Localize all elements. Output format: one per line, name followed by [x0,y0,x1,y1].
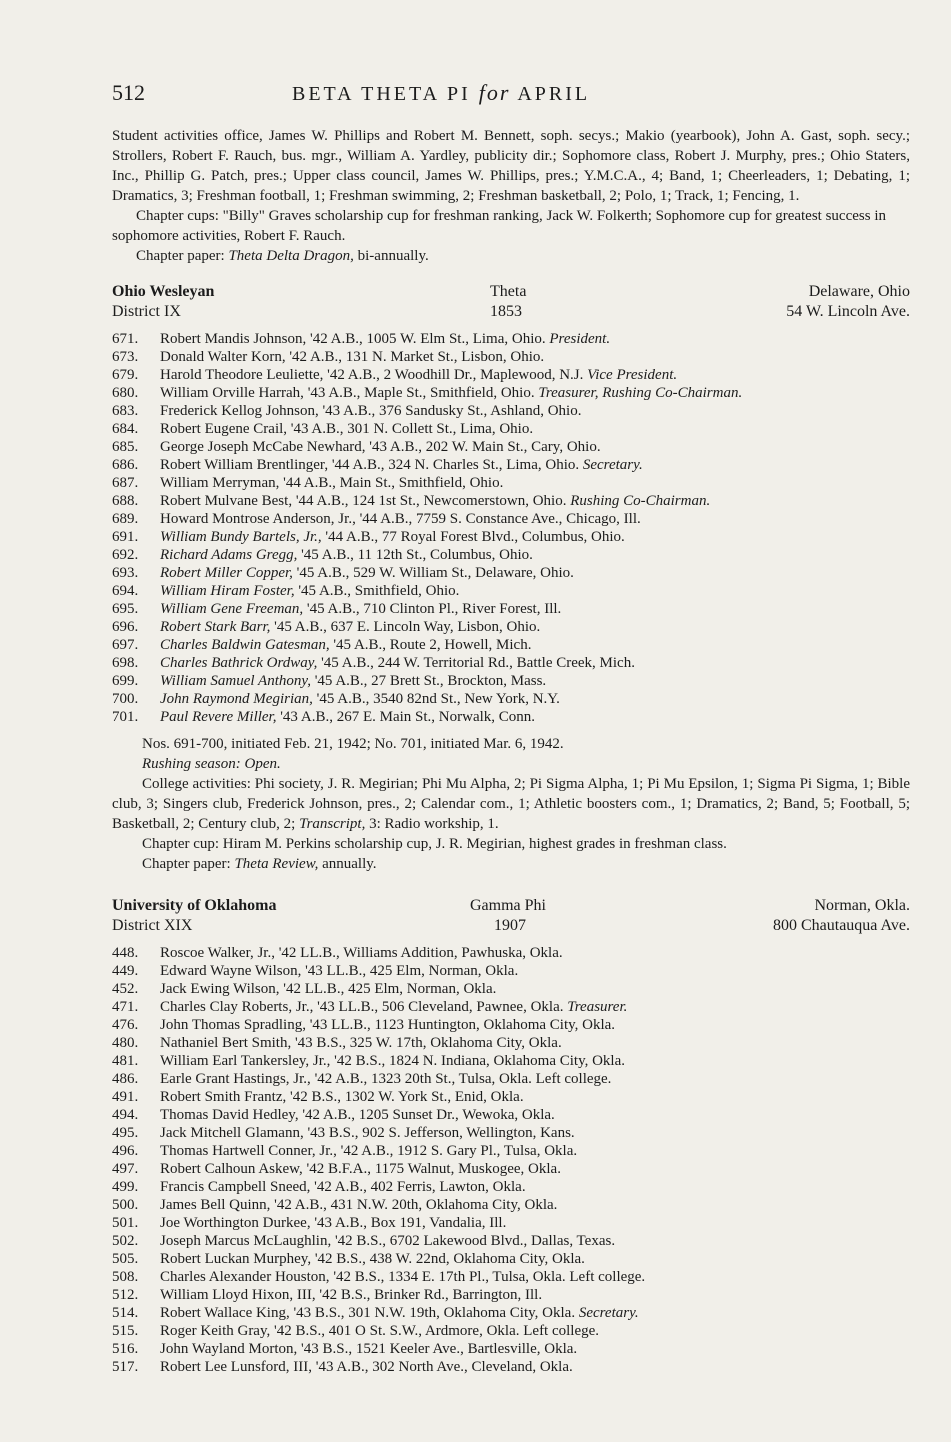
member-number: 687. [112,475,139,491]
member-details: '44 A.B., Main St., Smithfield, Ohio. [279,475,504,491]
member-name: William Merryman, [160,475,280,491]
member-details: '43 A.B., 376 Sandusky St., Ashland, Ohio. [318,403,582,419]
member-row [112,1196,910,1214]
member-details: '43 A.B., Maple St., Smithfield, Ohio. [303,385,539,401]
member-details: '45 A.B., Route 2, Howell, Mich. [329,637,532,653]
member-details: '43 B.S., 902 S. Jefferson, Wellington, Kans. [303,1125,575,1141]
member-row [112,384,910,402]
member-number: 689. [112,511,139,527]
member-number: 500. [112,1197,139,1213]
member-office: Treasurer, Rushing Co-Chairman. [538,385,743,401]
ohio-wesleyan-heading [112,282,910,328]
member-number: 701. [112,709,139,725]
member-name: James Bell Quinn, [160,1197,271,1213]
member-office: Secretary. [578,1305,639,1321]
member-number: 448. [112,945,139,961]
member-office: Treasurer. [567,999,628,1015]
member-number: 501. [112,1215,139,1231]
member-number: 698. [112,655,139,671]
chapter-address: 54 W. Lincoln Ave. [786,303,910,320]
member-details: '43 A.B., 301 N. Collett St., Lima, Ohio. [287,421,534,437]
chapter-address: 800 Chautauqua Ave. [772,917,910,934]
member-name: Robert Eugene Crail, [160,421,288,437]
member-row [112,944,910,962]
member-name: Frederick Kellog Johnson, [160,403,319,419]
member-number: 449. [112,963,139,979]
member-office: Vice President. [587,367,678,383]
oklahoma-heading [112,896,910,942]
member-name: Joseph Marcus McLaughlin, [160,1233,332,1249]
member-name: Charles Alexander Houston, [160,1269,330,1285]
member-row [112,1106,910,1124]
member-number: 693. [112,565,139,581]
member-number: 517. [112,1359,139,1375]
member-details: '45 A.B., 637 E. Lincoln Way, Lisbon, Ohio. [270,619,541,635]
member-row [112,510,910,528]
member-name: Harold Theodore Leuliette, [160,367,324,383]
member-number: 673. [112,349,139,365]
journal-title-for: for [478,80,511,105]
member-number: 512. [112,1287,139,1303]
member-details: '43 A.B., 302 North Ave., Cleveland, Okla. [312,1359,573,1375]
member-row [112,1124,910,1142]
journal-title-pre: BETA THETA PI [292,83,471,105]
member-row [112,330,910,348]
member-name: Nathaniel Bert Smith, [160,1035,292,1051]
member-name: Charles Baldwin Gatesman, [160,637,330,653]
member-row [112,1070,910,1088]
chapter-paper-frequency: annually. [318,856,377,872]
member-name: George Joseph McCabe Newhard, [160,439,366,455]
chapter-paper-paragraph [112,246,910,266]
member-number: 515. [112,1323,139,1339]
member-details: '42 LL.B., 425 Elm, Norman, Okla. [279,981,497,997]
member-details: '42 A.B., 1912 S. Gary Pl., Tulsa, Okla. [336,1143,578,1159]
member-row [112,1232,910,1250]
page-content [112,126,910,1384]
member-row [112,654,910,672]
chapter-paper-name: Theta Delta Dragon, [228,248,354,264]
member-details: '42 A.B., 402 Ferris, Lawton, Okla. [310,1179,526,1195]
member-row [112,420,910,438]
journal-title-post: APRIL [517,83,591,105]
member-details: '45 A.B., 3540 82nd St., New York, N.Y. [312,691,560,707]
chapter-founded-year: 1907 [494,917,526,934]
member-name: Robert William Brentlinger, [160,457,329,473]
member-number: 514. [112,1305,139,1321]
member-number: 683. [112,403,139,419]
member-details: '43 A.B., Box 191, Vandalia, Ill. [310,1215,507,1231]
member-details: '45 A.B., 244 W. Territorial Rd., Battle Creek, Mich. [317,655,635,671]
member-row [112,1340,910,1358]
member-row [112,980,910,998]
member-details: '43 B.S., 325 W. 17th, Oklahoma City, Okla. [291,1035,562,1051]
member-row [112,1214,910,1232]
member-name: Robert Mandis Johnson, [160,331,307,347]
member-details: '42 B.S., Brinker Rd., Barrington, Ill. [315,1287,543,1303]
member-details: '42 B.S., 1302 W. York St., Enid, Okla. [286,1089,524,1105]
member-details: '43 LL.B., 506 Cleveland, Pawnee, Okla. [313,999,568,1015]
chapter-district: District XIX [112,917,193,934]
member-office: Rushing Co-Chairman. [570,493,711,509]
member-number: 516. [112,1341,139,1357]
member-name: Robert Stark Barr, [160,619,271,635]
member-details: '43 A.B., 267 E. Main St., Norwalk, Conn. [276,709,536,725]
member-details: '45 A.B., Smithfield, Ohio. [294,583,460,599]
member-details: '42 A.B., 1323 20th St., Tulsa, Okla. Left college. [310,1071,612,1087]
member-row [112,1358,910,1376]
member-row [112,618,910,636]
member-name: Robert Wallace King, [160,1305,290,1321]
member-number: 671. [112,331,139,347]
page-number: 512 [112,80,145,105]
member-number: 452. [112,981,139,997]
member-details: '45 A.B., 27 Brett St., Brockton, Mass. [310,673,547,689]
member-number: 695. [112,601,139,617]
college-activities-tail: 3: Radio workship, 1. [365,816,499,832]
member-name: Charles Bathrick Ordway, [160,655,318,671]
chapter-city: Norman, Okla. [814,897,910,914]
member-name: William Hiram Foster, [160,583,295,599]
member-row [112,546,910,564]
member-details: '43 LL.B., 1123 Huntington, Oklahoma City, Okla. [305,1017,616,1033]
member-details: '42 B.F.A., 1175 Walnut, Muskogee, Okla. [302,1161,561,1177]
member-number: 486. [112,1071,139,1087]
chapter-district: District IX [112,303,181,320]
journal-title [292,80,590,106]
chapter-paper-name: Theta Review, [234,856,319,872]
member-name: William Bundy Bartels, Jr., [160,529,322,545]
member-row [112,1142,910,1160]
member-number: 496. [112,1143,139,1159]
member-name: William Orville Harrah, [160,385,304,401]
member-number: 502. [112,1233,139,1249]
member-details: '43 A.B., 202 W. Main St., Cary, Ohio. [365,439,601,455]
member-number: 679. [112,367,139,383]
member-name: Edward Wayne Wilson, [160,963,302,979]
member-name: Joe Worthington Durkee, [160,1215,311,1231]
member-details: '43 B.S., 1521 Keeler Ave., Bartlesville, Okla. [297,1341,578,1357]
member-number: 491. [112,1089,139,1105]
member-office: President. [549,331,611,347]
member-row [112,366,910,384]
member-name: William Earl Tankersley, Jr., [160,1053,331,1069]
member-details: '42 A.B., 1205 Sunset Dr., Wewoka, Okla. [298,1107,555,1123]
member-name: William Gene Freeman, [160,601,304,617]
member-number: 680. [112,385,139,401]
member-row [112,402,910,420]
chapter-greek-name: Gamma Phi [470,897,546,914]
member-row [112,998,910,1016]
member-name: Jack Mitchell Glamann, [160,1125,304,1141]
member-number: 694. [112,583,139,599]
member-number: 494. [112,1107,139,1123]
member-name: Robert Smith Frantz, [160,1089,287,1105]
ohio-wesleyan-member-list [112,330,910,726]
member-row [112,1286,910,1304]
member-details: '42 LL.B., Williams Addition, Pawhuska, Okla. [274,945,563,961]
member-details: '43 B.S., 301 N.W. 19th, Oklahoma City, Okla. [289,1305,579,1321]
chapter-paper-label: Chapter paper: [142,856,235,872]
member-row [112,962,910,980]
member-name: Donald Walter Korn, [160,349,286,365]
member-name: Thomas Hartwell Conner, Jr., [160,1143,337,1159]
member-details: '44 A.B., 7759 S. Constance Ave., Chicago, Ill. [355,511,641,527]
member-number: 696. [112,619,139,635]
member-name: Howard Montrose Anderson, Jr., [160,511,356,527]
member-number: 697. [112,637,139,653]
member-number: 508. [112,1269,139,1285]
member-details: '42 A.B., 431 N.W. 20th, Oklahoma City, Okla. [270,1197,558,1213]
rushing-season-note: Rushing season: Open. [142,756,281,772]
college-activities-paragraph [112,774,910,834]
member-row [112,348,910,366]
member-details: '44 A.B., 324 N. Charles St., Lima, Ohio. [328,457,583,473]
member-row [112,456,910,474]
chapter-cup-note: Chapter cup: Hiram M. Perkins scholarship cup, J. R. Megirian, highest grades in freshman class. [142,836,727,852]
member-row [112,1034,910,1052]
member-row [112,672,910,690]
chapter-paper-frequency: bi-annually. [353,248,429,264]
member-name: Francis Campbell Sneed, [160,1179,311,1195]
chapter-greek-name: Theta [490,283,527,300]
chapter-paper-label: Chapter paper: [136,248,229,264]
member-row [112,1250,910,1268]
member-number: 471. [112,999,139,1015]
member-name: John Thomas Spradling, [160,1017,306,1033]
member-number: 480. [112,1035,139,1051]
member-name: Jack Ewing Wilson, [160,981,280,997]
member-row [112,1052,910,1070]
chapter-paper-note [142,854,910,874]
member-row [112,1322,910,1340]
member-details: '42 B.S., 438 W. 22nd, Oklahoma City, Okla. [311,1251,585,1267]
member-details: '45 A.B., 710 Clinton Pl., River Forest, Ill. [303,601,562,617]
member-row [112,1016,910,1034]
member-details: '44 A.B., 124 1st St., Newcomerstown, Ohio. [292,493,571,509]
member-row [112,1268,910,1286]
member-number: 685. [112,439,139,455]
member-row [112,492,910,510]
member-details: '42 A.B., 2 Woodhill Dr., Maplewood, N.J. [323,367,588,383]
member-row [112,528,910,546]
member-number: 691. [112,529,139,545]
member-row [112,690,910,708]
member-row [112,474,910,492]
member-number: 497. [112,1161,139,1177]
member-name: Earle Grant Hastings, Jr., [160,1071,311,1087]
member-details: '44 A.B., 77 Royal Forest Blvd., Columbus, Ohio. [321,529,625,545]
member-row [112,438,910,456]
ohio-wesleyan-notes [112,734,910,874]
chapter-school-name: University of Oklahoma [112,897,277,914]
member-details: '42 A.B., 131 N. Market St., Lisbon, Ohio. [285,349,545,365]
member-row [112,582,910,600]
member-details: '42 B.S., 401 O St. S.W., Ardmore, Okla. Left college. [270,1323,600,1339]
member-number: 505. [112,1251,139,1267]
member-office: Secretary. [582,457,643,473]
member-name: Robert Luckan Murphey, [160,1251,312,1267]
member-name: Robert Calhoun Askew, [160,1161,303,1177]
member-details: '42 B.S., 6702 Lakewood Blvd., Dallas, Texas. [331,1233,616,1249]
chapter-cups-paragraph: Chapter cups: "Billy" Graves scholarship cup for freshman ranking, Jack W. Folkerth; Sophomore cup for greatest success in sophomore activities, Robert F. Rauch. [112,208,886,244]
member-name: Thomas David Hedley, [160,1107,299,1123]
member-details: '42 B.S., 1334 E. 17th Pl., Tulsa, Okla. Left college. [329,1269,646,1285]
running-header [112,80,902,110]
college-activities-text: College activities: Phi society, J. R. Megirian; Phi Mu Alpha, 2; Pi Sigma Alpha, 1; Pi Mu Epsilon, 1; Sigma Pi Sigma, 1; Bible club, 3; Singers club, Frederick Johnson, pres., 2; Calendar com., 1; Athletic boosters com., 1; Dramatics, 2; Band, 5; Football, 5; Basketball, 2; Century club, 2; [112,776,910,832]
member-number: 700. [112,691,139,707]
member-number: 686. [112,457,139,473]
member-name: Robert Mulvane Best, [160,493,293,509]
oklahoma-member-list [112,944,910,1376]
member-number: 499. [112,1179,139,1195]
member-name: Richard Adams Gregg, [160,547,298,563]
member-number: 684. [112,421,139,437]
member-name: William Lloyd Hixon, III, [160,1287,316,1303]
student-activities-paragraph: Student activities office, James W. Phillips and Robert M. Bennett, soph. secys.; Makio (yearbook), John A. Gast, soph. secy.; Strollers, Robert F. Rauch, bus. mgr., William A. Yardley, publicity dir.; Sophomore class, Robert J. Murphy, pres.; Ohio Staters, Inc., Phillip G. Patch, pres.; Upper class council, James W. Phillips, pres.; Y.M.C.A., 4; Band, 1; Cheerleaders, 1; Debating, 1; Dramatics, 3; Freshman football, 1; Freshman swimming, 2; Freshman basketball, 2; Polo, 1; Track, 1; Fencing, 1. [112,128,910,204]
member-number: 495. [112,1125,139,1141]
chapter-school-name: Ohio Wesleyan [112,283,215,300]
member-number: 692. [112,547,139,563]
member-name: Paul Revere Miller, [160,709,277,725]
member-row [112,1304,910,1322]
member-name: William Samuel Anthony, [160,673,311,689]
member-row [112,600,910,618]
chapter-founded-year: 1853 [490,303,522,320]
member-name: Charles Clay Roberts, Jr., [160,999,314,1015]
member-number: 699. [112,673,139,689]
member-name: Robert Lee Lunsford, III, [160,1359,313,1375]
member-row [112,1088,910,1106]
college-activities-transcript: Transcript, [299,816,366,832]
member-name: John Raymond Megirian, [160,691,313,707]
initiation-note: Nos. 691-700, initiated Feb. 21, 1942; No. 701, initiated Mar. 6, 1942. [142,736,564,752]
member-details: '42 B.S., 1824 N. Indiana, Oklahoma City, Okla. [330,1053,626,1069]
member-details: '45 A.B., 529 W. William St., Delaware, Ohio. [292,565,574,581]
member-name: Roscoe Walker, Jr., [160,945,275,961]
member-details: '42 A.B., 1005 W. Elm St., Lima, Ohio. [306,331,550,347]
member-row [112,708,910,726]
member-name: Robert Miller Copper, [160,565,293,581]
member-number: 476. [112,1017,139,1033]
member-name: John Wayland Morton, [160,1341,298,1357]
member-details: '45 A.B., 11 12th St., Columbus, Ohio. [297,547,533,563]
member-details: '43 LL.B., 425 Elm, Norman, Okla. [301,963,519,979]
member-row [112,564,910,582]
member-name: Roger Keith Gray, [160,1323,271,1339]
member-row [112,1178,910,1196]
member-row [112,1160,910,1178]
member-row [112,636,910,654]
member-number: 481. [112,1053,139,1069]
member-number: 688. [112,493,139,509]
chapter-city: Delaware, Ohio [808,283,910,300]
